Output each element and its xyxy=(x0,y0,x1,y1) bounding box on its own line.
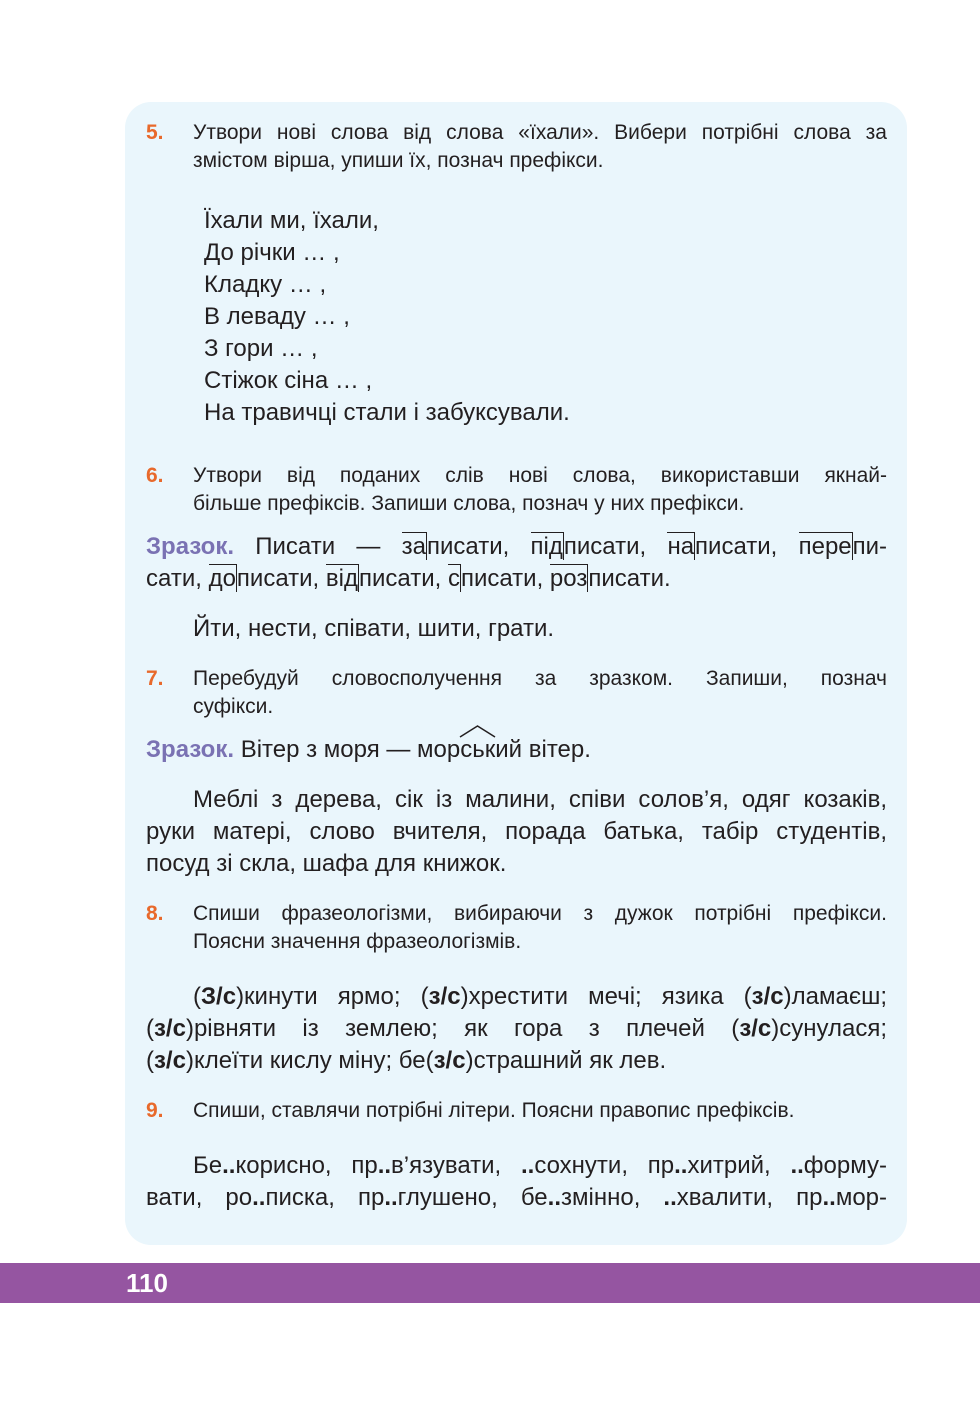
exercise-number-7: 7. xyxy=(146,667,164,690)
suffix-mark: ськ xyxy=(460,736,495,764)
poem-line: Стіжок сіна … , xyxy=(204,367,373,394)
page-number: 110 xyxy=(126,1268,168,1298)
exercise-7-task-line-1: Перебудуй словосполучення за зразком. Запиши, познач xyxy=(193,667,887,690)
prefix-mark: до xyxy=(208,565,236,592)
exercise-7-text-line-3: посуд зі скла, шафа для книжок. xyxy=(146,850,507,877)
exercise-7-text-line-2: руки матері, слово вчителя, порада батька, табір студентів, xyxy=(146,818,887,845)
exercise-8-text-line-3: (з/с)клеїти кислу міну; бе(з/с)страшний як лев. xyxy=(146,1047,667,1074)
prefix-mark: від xyxy=(325,565,358,592)
exercise-6-sample-line-2: сати, дописати, відписати, списати, розписати. xyxy=(146,565,671,592)
prefix-mark: під xyxy=(530,533,563,560)
exercise-6-task-line-1: Утвори від поданих слів нові слова, використавши якнай- xyxy=(193,464,887,487)
exercise-number-5: 5. xyxy=(146,121,164,144)
exercise-9-text-line-1: Бе..корисно, пр..в’язувати, ..сохнути, пр..хитрий, ..форму- xyxy=(193,1152,887,1179)
exercise-9-task-line-1: Спиши, ставлячи потрібні літери. Поясни правопис префіксів. xyxy=(193,1099,795,1122)
prefix-mark: роз xyxy=(549,565,588,592)
exercise-7-task-line-2: суфікси. xyxy=(193,695,274,718)
exercise-5-task-line-1: Утвори нові слова від слова «їхали». Вибери потрібні слова за xyxy=(193,121,887,144)
poem-line: В леваду … , xyxy=(204,303,350,330)
exercise-8-task-line-2: Поясни значення фразеологізмів. xyxy=(193,930,522,953)
exercise-5-task-line-2: змістом вірша, упиши їх, познач префікси. xyxy=(193,149,604,172)
exercise-8-text-line-1: (З/с)кинути ярмо; (з/с)хрестити мечі; язика (з/с)ламаєш; xyxy=(193,983,887,1010)
prefix-mark: за xyxy=(401,533,426,560)
prefix-mark: на xyxy=(667,533,695,560)
exercise-8-text-line-2: (з/с)рівняти із землею; як гора з плечей (з/с)сунулася; xyxy=(146,1015,887,1042)
poem-line: З гори … , xyxy=(204,335,318,362)
exercise-number-9: 9. xyxy=(146,1099,164,1122)
poem-line: До річки … , xyxy=(204,239,340,266)
exercise-7-text-line-1: Меблі з дерева, сік із малини, співи солов’я, одяг козаків, xyxy=(193,786,887,813)
exercise-8-task-line-1: Спиши фразеологізми, вибираючи з дужок потрібні префікси. xyxy=(193,902,887,925)
exercise-6-words: Йти, нести, співати, шити, грати. xyxy=(193,615,555,642)
prefix-mark: с xyxy=(447,565,460,592)
sample-label: Зразок. xyxy=(146,736,235,763)
exercise-6-sample-line-1: Зразок. Писати — записати, підписати, написати, перепи- xyxy=(146,533,888,560)
poem-line: Їхали ми, їхали, xyxy=(204,207,379,234)
exercise-number-6: 6. xyxy=(146,464,164,487)
prefix-mark: пере xyxy=(798,533,852,560)
poem-line: На травичці стали і забуксували. xyxy=(204,399,570,426)
poem-line: Кладку … , xyxy=(204,271,327,298)
exercise-7-sample: Зразок. Вітер з моря — мор ський вітер. xyxy=(146,736,887,764)
exercise-number-8: 8. xyxy=(146,902,164,925)
exercise-9-text-line-2: вати, ро..писка, пр..глушено, бе..змінно, ..хвалити, пр..мор- xyxy=(146,1184,888,1211)
exercise-6-task-line-2: більше префіксів. Запиши слова, познач у них префікси. xyxy=(193,492,745,515)
sample-label: Зразок. xyxy=(146,533,235,560)
